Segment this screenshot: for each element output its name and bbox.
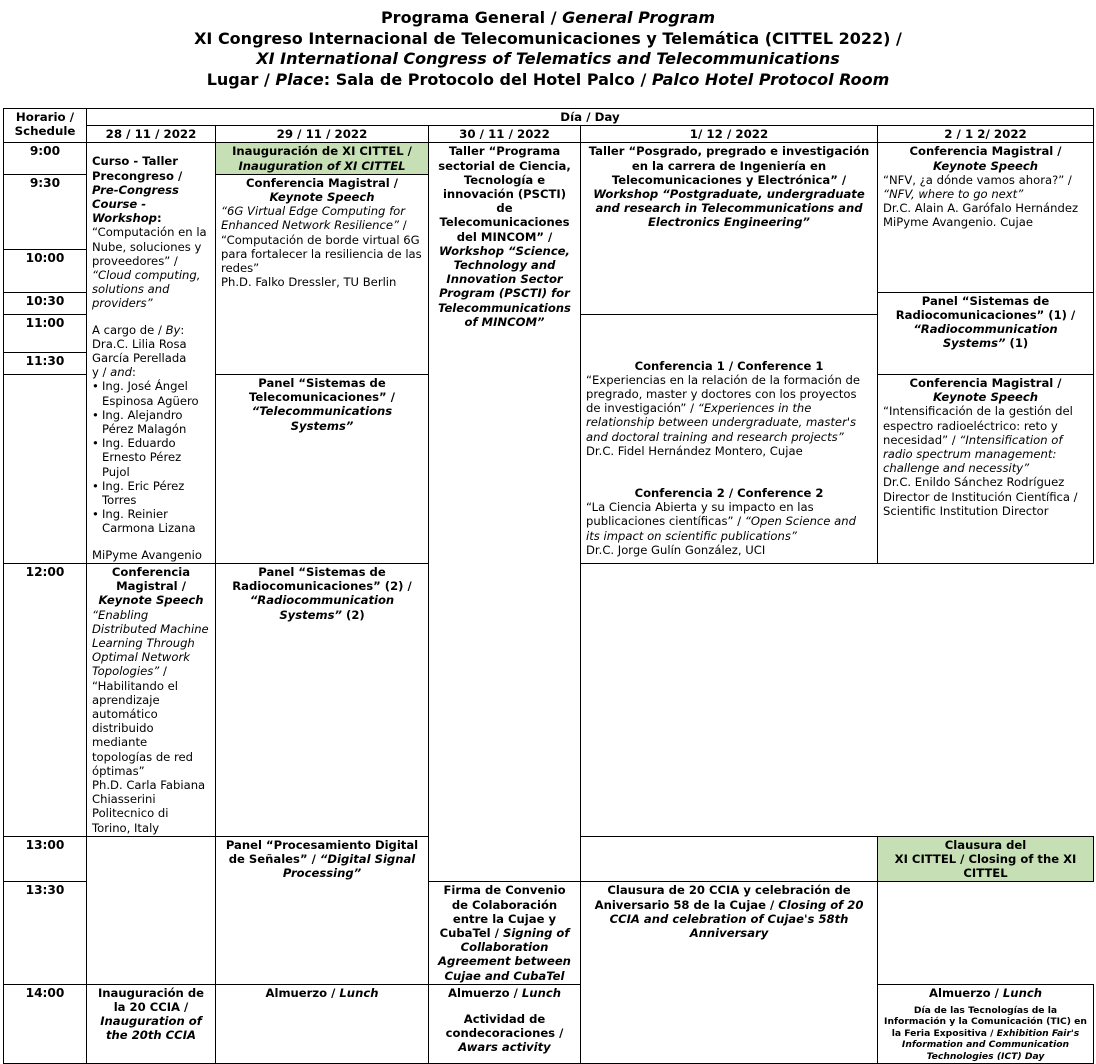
conference-2-title: Conferencia 2 / Conference 2 — [634, 486, 824, 501]
lunch-es: Almuerzo / — [448, 985, 522, 1000]
inauguration-en: Inauguration of XI CITTEL — [238, 158, 406, 173]
conference-1-speaker: Dr.C. Fidel Hernández Montero, Cujae — [586, 443, 803, 458]
date-header-30-11: 30 / 11 / 2022 — [429, 126, 581, 143]
title-line-2: XI Congreso Internacional de Telecomunicaciones y Telemática (CITTEL 2022) / — [194, 28, 902, 48]
keynote-topic-es: “Habilitando el aprendizaje automático distribuido mediante topologías de red óptimas” — [92, 678, 193, 778]
lunch-en: Lunch — [521, 985, 561, 1000]
keynote-topic-en: “Enabling Distributed Machine Learning Through Optimal Network Topologies” — [92, 607, 209, 679]
closing-line-1: Clausura del — [944, 837, 1027, 852]
keynote-label-es: Conferencia Magistral / — [111, 564, 191, 594]
inauguration-cittel-cell — [216, 143, 429, 174]
panel-signal-cell — [216, 836, 429, 984]
empty-cell — [87, 882, 216, 984]
day-header: Día / Day — [87, 109, 1094, 126]
list-item: • Ing. Reinier Carmona Lizana — [102, 507, 210, 535]
conference-2-speaker: Dr.C. Jorge Gulín González, UCI — [586, 542, 766, 557]
keynote-topic — [883, 404, 1088, 475]
keynote-topic-en: “Intensification of radio spectrum management: challenge and necessity” — [883, 432, 1063, 476]
place-label-en: Place — [275, 69, 324, 89]
panel-radio-2-en: “Radiocommunication Systems” — [249, 593, 395, 622]
lunch-label — [883, 986, 1088, 1000]
lunch-en: Lunch — [339, 985, 379, 1000]
workshop-title — [92, 154, 210, 225]
list-item: • Ing. Alejandro Pérez Malagón — [102, 408, 210, 436]
keynote-affiliation: Politecnico di Torino, Italy — [92, 806, 169, 835]
signing-agreement-cell — [429, 882, 581, 984]
lead-speaker: Dra.C. Lilia Rosa García Perellada — [92, 336, 187, 366]
conference-1-title: Conferencia 1 / Conference 1 — [634, 358, 824, 373]
panel-signal-es: Panel “Procesamiento Digital de Señales” / — [225, 837, 419, 866]
tic-day-en: Exhibition Fair's Information and Communication Technologies (ICT) Day — [901, 1027, 1080, 1062]
keynote-speaker: Dr.C. Alain A. Garófalo Hernández — [883, 201, 1079, 216]
closing-ccia-cell — [581, 882, 878, 1064]
by-en: By — [165, 322, 181, 337]
keynote-label-es: Conferencia Magistral / — [245, 175, 399, 190]
tic-day-es: Día de las Tecnologías de la Información y la Comunicación (TIC) en la Feria Expositiva / — [884, 1004, 1087, 1039]
keynote-speaker: Ph.D. Carla Fabiana Chiasserini — [92, 777, 206, 807]
time-slot: 12:00 — [4, 563, 87, 836]
schedule-header: Horario / Schedule — [4, 109, 87, 143]
time-slot: 10:30 — [4, 292, 87, 314]
precongress-workshop-cell — [87, 143, 216, 563]
keynote-topic-en: “NFV, where to go next” — [883, 187, 1024, 202]
keynote-label-en: Keynote Speech — [933, 158, 1038, 173]
document-title-block — [0, 8, 1096, 90]
date-header-01-12: 1/ 12 / 2022 — [581, 126, 878, 143]
keynote-nfv-cell — [878, 143, 1094, 292]
keynote-topic — [221, 204, 423, 275]
keynote-label-en: Keynote Speech — [269, 190, 375, 205]
panel-radio-1-tail: (1) — [1005, 336, 1029, 351]
keynote-topic-es: “Intensificación de la gestión del espectro radioeléctrico: reto y necesidad” / — [883, 404, 1073, 447]
lunch-label — [434, 986, 575, 1000]
workshop-topic — [92, 225, 210, 310]
inauguration-ccia-en: Inauguration of the 20th CCIA — [100, 1014, 202, 1043]
time-slot: 9:30 — [4, 174, 87, 249]
speaker-list — [92, 379, 210, 535]
empty-cell — [581, 836, 878, 882]
time-slot: 13:30 — [4, 882, 87, 984]
postgrad-workshop-en: Workshop “Postgraduate, undergraduate and research in Telecommunications and Electronics Engineering” — [593, 187, 865, 230]
conference-2-en: “Open Science and its impact on scientific publications” — [586, 514, 856, 543]
title-line-1 — [0, 8, 1096, 29]
keynote-topic-sep: / — [159, 664, 167, 679]
time-slot: 11:00 — [4, 314, 87, 352]
company: MiPyme Avangenio — [92, 547, 202, 562]
and-colon: : — [131, 365, 136, 380]
conference-1-en: “Experiences in the relationship between undergraduate, master's and doctoral training and research projects” — [586, 401, 857, 444]
workshop-topic-es: “Computación en la Nube, soluciones y proveedores” / — [92, 225, 207, 268]
pscti-workshop-es: Taller “Programa sectorial de Ciencia, Tecnología e innovación (PSCTI) de Telecomunicaciones del MINCOM” / — [438, 144, 571, 244]
title-es: Programa General / — [380, 8, 563, 27]
pscti-workshop-en: Workshop “Science, Technology and Innovation Sector Program (PSCTI) for Telecommunications of MINCOM” — [438, 243, 571, 329]
closing-cittel-cell — [878, 836, 1094, 882]
and-en: and — [110, 365, 132, 380]
workshop-topic-en: “Cloud computing, solutions and providers” — [92, 268, 201, 311]
panel-radio-2-cell — [216, 563, 429, 836]
workshop-title-colon: : — [156, 211, 162, 226]
time-slot-spacer — [4, 374, 87, 563]
time-slot: 11:30 — [4, 352, 87, 374]
keynote-label — [92, 565, 210, 608]
time-slot: 10:00 — [4, 249, 87, 292]
keynote-label — [883, 376, 1088, 404]
workshop-title-es: Curso - Taller Precongreso / — [92, 154, 183, 183]
lunch-awards-cell — [429, 984, 581, 1063]
conferences-cell — [581, 314, 878, 563]
lunch-es: Almuerzo / — [929, 985, 1003, 1000]
lunch-es: Almuerzo / — [265, 985, 340, 1000]
keynote-6g-cell — [216, 174, 429, 374]
keynote-topic — [92, 608, 210, 778]
keynote-label-es: Conferencia Magistral / — [909, 144, 1062, 159]
conference-2-topic — [586, 500, 872, 543]
signing-es: Firma de Convenio de Colaboración entre la Cujae y CubaTel / — [439, 883, 566, 940]
keynote-label-en: Keynote Speech — [98, 593, 204, 608]
panel-radio-1-cell — [878, 292, 1094, 374]
time-slot: 13:00 — [4, 836, 87, 882]
awards-en: Awars activity — [458, 1040, 551, 1055]
date-header-28-11: 28 / 11 / 2022 — [87, 126, 216, 143]
and-label — [92, 365, 210, 379]
date-header-29-11: 29 / 11 / 2022 — [216, 126, 429, 143]
workshop-title-en: Pre-Congress Course - — [92, 182, 179, 212]
postgrad-workshop-es: Taller “Posgrado, pregrado e investigación en la carrera de Ingeniería en Telecomunicaciones y Electrónica” / — [588, 144, 870, 187]
pscti-workshop-cell — [429, 143, 581, 882]
list-item: • Ing. José Ángel Espinosa Agüero — [102, 379, 210, 407]
panel-telecom-cell — [216, 374, 429, 563]
program-table — [3, 108, 1094, 1064]
panel-radio-1-en: “Radiocommunication Systems” — [913, 322, 1058, 351]
list-item: • Ing. Eduardo Ernesto Pérez Pujol — [102, 436, 210, 479]
and-es: y / — [92, 365, 111, 380]
panel-telecom-es: Panel “Sistemas de Telecomunicaciones” / — [249, 375, 395, 405]
by-es: A cargo de / — [92, 322, 166, 337]
title-en: General Program — [562, 8, 716, 27]
keynote-speaker: Dr.C. Enildo Sánchez Rodríguez — [883, 475, 1065, 490]
closing-ccia-en: Closing of 20 CCIA and celebration of Cujae's 58th Anniversary — [609, 897, 864, 940]
inauguration-ccia-es: Inauguración de la 20 CCIA / — [97, 985, 204, 1014]
lunch-tic-cell — [878, 984, 1094, 1063]
keynote-topic — [883, 173, 1088, 201]
conference-1-topic — [586, 373, 872, 444]
inauguration-ccia-cell — [87, 984, 216, 1063]
keynote-company: MiPyme Avangenio. Cujae — [883, 215, 1033, 230]
lunch-cell — [216, 984, 429, 1063]
keynote-topic-es: “NFV, ¿a dónde vamos ahora?” / — [883, 172, 1072, 187]
keynote-speaker: Ph.D. Falko Dressler, TU Berlin — [221, 275, 397, 290]
keynote-label — [883, 144, 1088, 172]
tic-day — [883, 1005, 1088, 1062]
list-item: • Ing. Eric Pérez Torres — [102, 479, 210, 507]
empty-cell — [87, 836, 216, 882]
closing-ccia-es: Clausura de 20 CCIA y celebración de Aniversario 58 de la Cujae / — [594, 883, 851, 912]
conference-2-es: “La Ciencia Abierta y su impacto en las publicaciones científicas” / — [586, 500, 814, 529]
postgrad-workshop-cell — [581, 143, 878, 314]
awards-es: Actividad de condecoraciones / — [445, 1011, 564, 1041]
title-line-4 — [0, 70, 1096, 91]
keynote-label-en: Keynote Speech — [933, 390, 1038, 405]
closing-line-2: XI CITTEL / Closing of the XI CITTEL — [894, 851, 1077, 881]
place-label-es: Lugar / — [206, 69, 276, 89]
panel-signal-en: “Digital Signal Processing” — [282, 851, 416, 881]
awards-label — [434, 1012, 575, 1055]
panel-radio-2-es: Panel “Sistemas de Radiocomunicaciones” (2) / — [232, 564, 412, 594]
keynote-role: Director de Institución Científica / Scientific Institution Director — [883, 489, 1078, 518]
keynote-spectrum-cell — [878, 374, 1094, 563]
panel-radio-2-tail: (2) — [341, 607, 365, 622]
keynote-label-es: Conferencia Magistral / — [909, 375, 1062, 390]
lunch-en: Lunch — [1002, 985, 1042, 1000]
by-label — [92, 323, 210, 337]
place-en: Palco Hotel Protocol Room — [651, 69, 890, 89]
signing-en: Signing of Collaboration Agreement between Cujae and CubaTel — [438, 925, 571, 983]
keynote-topic-en: “6G Virtual Edge Computing for Enhanced Network Resilience” — [221, 204, 406, 233]
inauguration-es: Inauguración de XI CITTEL / — [232, 144, 412, 159]
time-slot: 9:00 — [4, 143, 87, 174]
date-header-02-12: 2 / 1 2/ 2022 — [878, 126, 1094, 143]
place-es: : Sala de Protocolo del Hotel Palco / — [323, 69, 652, 89]
keynote-ml-cell — [87, 563, 216, 836]
panel-telecom-en: “Telecommunications Systems” — [251, 404, 393, 433]
keynote-label — [221, 176, 423, 204]
keynote-topic-sep: / — [399, 218, 407, 233]
workshop-title-en-2: Workshop — [92, 211, 157, 226]
panel-radio-1-es: Panel “Sistemas de Radiocomunicaciones” (1) / — [895, 293, 1076, 322]
time-slot: 14:00 — [4, 984, 87, 1063]
by-colon: : — [180, 322, 185, 337]
keynote-topic-es: “Computación de borde virtual 6G para fortalecer la resiliencia de las redes” — [221, 232, 422, 276]
title-line-3: XI International Congress of Telematics and Telecommunications — [256, 49, 840, 68]
conference-1-es: “Experiencias en la relación de la formación de pregrado, master y doctores con los proyectos de investigación” / — [586, 372, 860, 416]
